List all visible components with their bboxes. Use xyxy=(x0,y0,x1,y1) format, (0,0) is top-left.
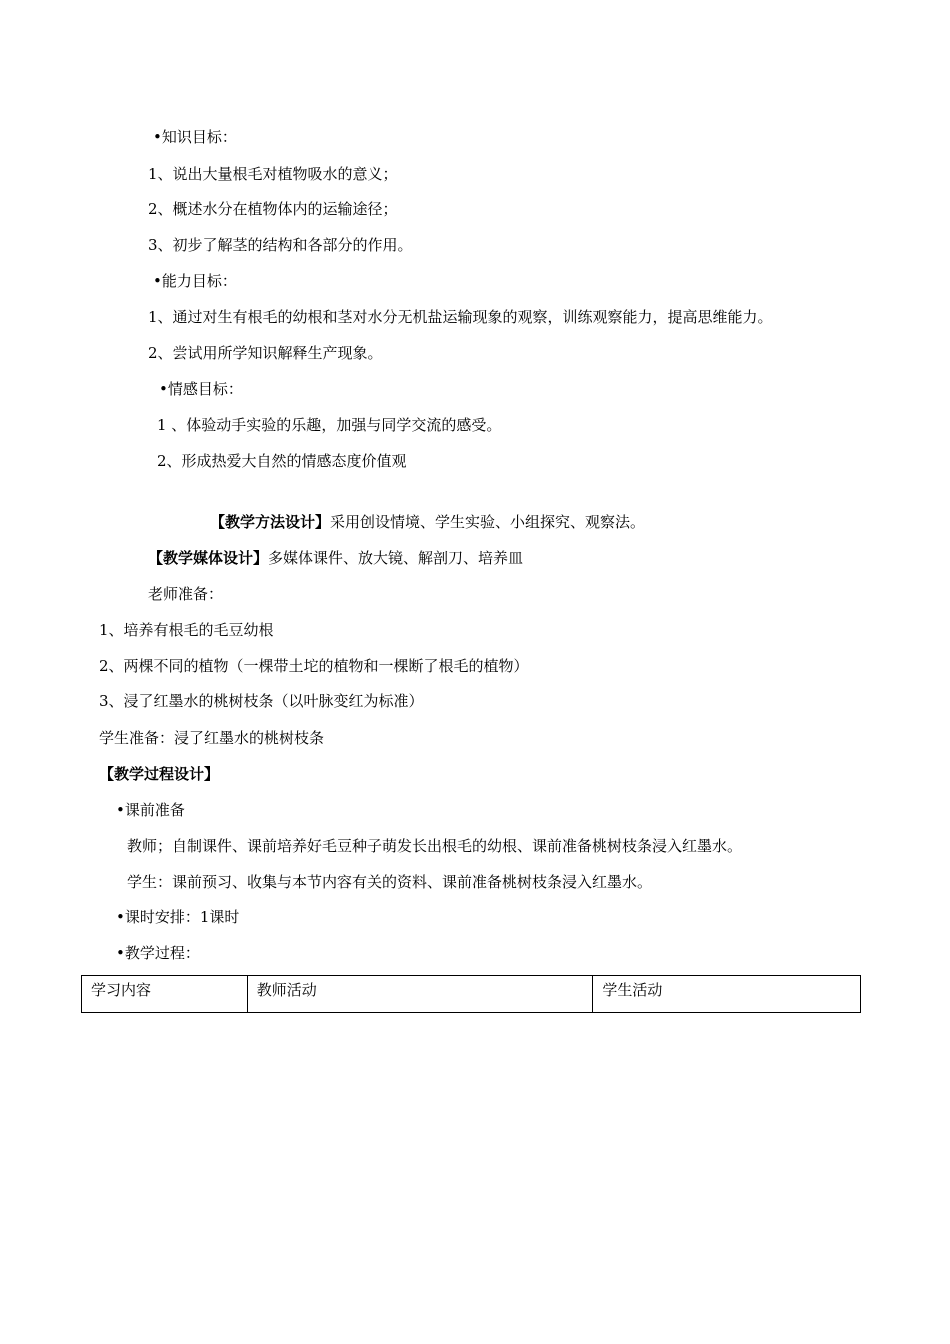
pre-class-heading: •课前准备 xyxy=(116,801,185,819)
teaching-method-label: 【教学方法设计】 xyxy=(210,513,331,531)
teaching-media-text: 多媒体课件、放大镜、解剖刀、培养皿 xyxy=(268,549,524,567)
teacher-prep-heading: 老师准备： xyxy=(148,585,224,603)
procedure-heading: •教学过程： xyxy=(116,944,200,962)
table-header-cell: 学生活动 xyxy=(593,976,861,1013)
table-header-cell: 教师活动 xyxy=(247,976,593,1013)
teacher-prep-item: 1、培养有根毛的毛豆幼根 xyxy=(99,621,274,639)
teacher-prep-item: 2、两棵不同的植物（一棵带土坨的植物和一棵断了根毛的植物） xyxy=(99,657,529,675)
emotion-goal-item: 1 、体验动手实验的乐趣，加强与同学交流的感受。 xyxy=(157,416,502,434)
teaching-process-heading: 【教学过程设计】 xyxy=(99,765,220,783)
teaching-media-design xyxy=(148,548,523,568)
ability-goal-item: 1、通过对生有根毛的幼根和茎对水分无机盐运输现象的观察，训练观察能力，提高思维能力。 xyxy=(148,308,773,326)
knowledge-goal-item: 1、说出大量根毛对植物吸水的意义； xyxy=(148,165,398,183)
knowledge-goal-item: 3、初步了解茎的结构和各部分的作用。 xyxy=(148,236,413,254)
teaching-method-text: 采用创设情境、学生实验、小组探究、观察法。 xyxy=(330,513,646,531)
teacher-prep-item: 3、浸了红墨水的桃树枝条（以叶脉变红为标准） xyxy=(99,692,424,710)
ability-goal-item: 2、尝试用所学知识解释生产现象。 xyxy=(148,344,383,362)
pre-class-student: 学生：课前预习、收集与本节内容有关的资料、课前准备桃树枝条浸入红墨水。 xyxy=(127,873,653,891)
ability-goals-heading: •能力目标： xyxy=(153,272,237,290)
student-prep: 学生准备：浸了红墨水的桃树枝条 xyxy=(99,729,325,747)
pre-class-teacher: 教师；自制课件、课前培养好毛豆种子萌发长出根毛的幼根、课前准备桃树枝条浸入红墨水。 xyxy=(127,837,743,855)
class-schedule: •课时安排：1课时 xyxy=(116,908,240,926)
emotion-goals-heading: •情感目标： xyxy=(159,380,243,398)
teaching-method-design xyxy=(210,512,645,532)
table-header-cell: 学习内容 xyxy=(82,976,248,1013)
teaching-process-table xyxy=(81,975,861,1013)
knowledge-goals-heading: •知识目标： xyxy=(153,128,237,146)
table-header-row xyxy=(82,976,861,1013)
emotion-goal-item: 2、形成热爱大自然的情感态度价值观 xyxy=(157,452,407,470)
teaching-media-label: 【教学媒体设计】 xyxy=(148,549,269,567)
knowledge-goal-item: 2、概述水分在植物体内的运输途径； xyxy=(148,200,398,218)
